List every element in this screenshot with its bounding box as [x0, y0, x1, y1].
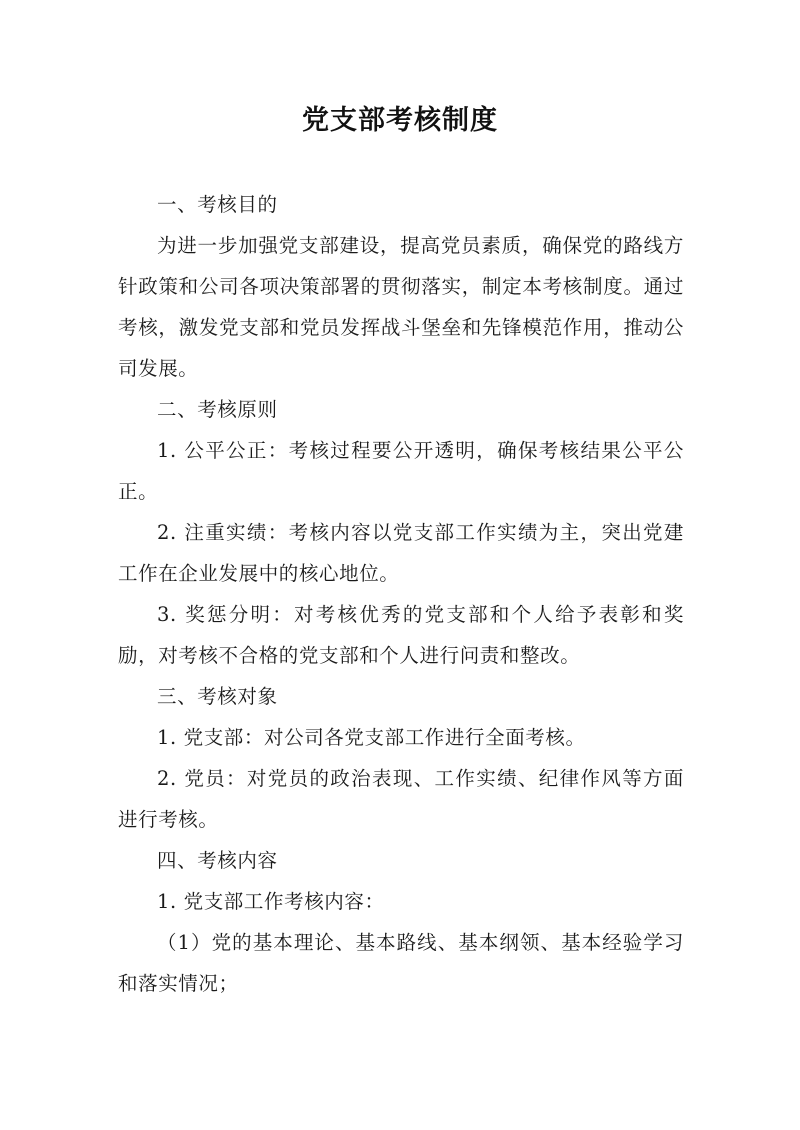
target-members: 2. 党员：对党员的政治表现、工作实绩、纪律作风等方面进行考核。	[118, 767, 684, 831]
principle-rewards: 3. 奖惩分明：对考核优秀的党支部和个人给予表彰和奖励，对考核不合格的党支部和个人进行问责和整改。	[118, 603, 684, 667]
document-body	[118, 184, 684, 1004]
document-title: 党支部考核制度	[302, 105, 498, 136]
section-heading-principles: 二、考核原则	[157, 398, 278, 421]
section-heading-purpose: 一、考核目的	[157, 193, 278, 216]
section-heading-targets: 三、考核对象	[157, 685, 278, 708]
principle-fairness: 1. 公平公正：考核过程要公开透明，确保考核结果公平公正。	[118, 439, 684, 503]
paragraph-purpose: 为进一步加强党支部建设，提高党员素质，确保党的路线方针政策和公司各项决策部署的贯彻落实，制定本考核制度。通过考核，激发党支部和党员发挥战斗堡垒和先锋模范作用，推动公司发展。	[118, 234, 684, 380]
content-item-1: （1）党的基本理论、基本路线、基本纲领、基本经验学习和落实情况；	[118, 931, 684, 995]
content-branch-heading: 1. 党支部工作考核内容：	[157, 890, 385, 913]
section-heading-content: 四、考核内容	[157, 849, 278, 872]
principle-performance: 2. 注重实绩：考核内容以党支部工作实绩为主，突出党建工作在企业发展中的核心地位。	[118, 521, 684, 585]
target-branch: 1. 党支部：对公司各党支部工作进行全面考核。	[157, 726, 586, 749]
